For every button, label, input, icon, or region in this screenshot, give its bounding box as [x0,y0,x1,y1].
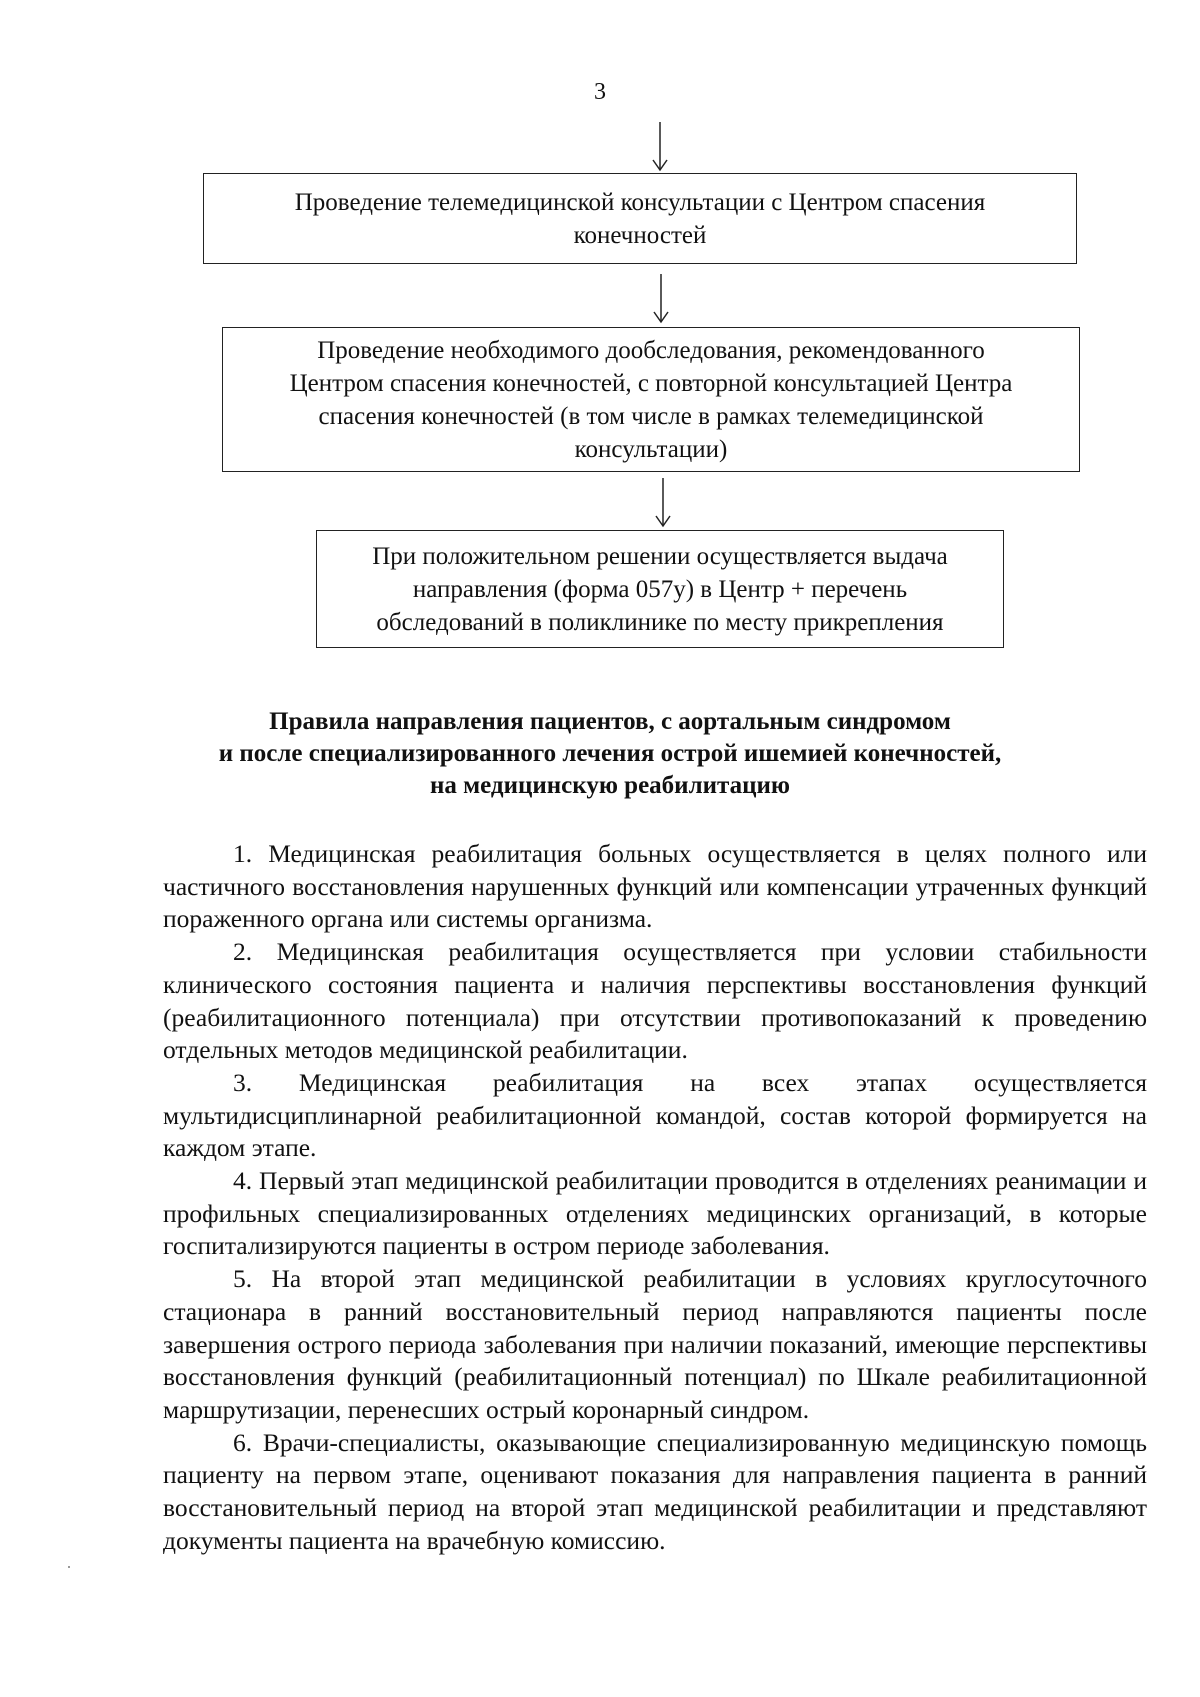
rule-paragraph-1: 1. Медицинская реабилитация больных осуществляется в целях полного или частичного восстановления нарушенных функций или компенсации утраченных функций пораженного органа или системы организма. [163,839,1147,934]
flow-box-line: обследований в поликлинике по месту прикрепления [376,608,944,636]
rule-paragraph-3: 3. Медицинская реабилитация на всех этапах осуществляется мультидисциплинарной реабилитационной командой, состав которой формируется на каждом этапе. [163,1067,1147,1163]
rule-paragraph-6: 6. Врачи-специалисты, оказывающие специализированную медицинскую помощь пациенту на первом этапе, оценивают показания для направления пациента в ранний восстановительный период на второй этап медицинской реабилитации и представляют документы пациента на врачебную комиссию. [163,1427,1147,1555]
flow-box-additional-examination [222,327,1080,472]
flow-box-line: спасения конечностей (в том числе в рамках телемедицинской [318,402,984,430]
section-title-line: Правила направления пациентов, с аортальным синдромом [269,708,951,735]
flow-box-line: консультации) [574,435,728,463]
rule-paragraph-4: 4. Первый этап медицинской реабилитации проводится в отделениях реанимации и профильных специализированных отделениях медицинских организаций, в которые госпитализируются пациенты в остром периоде заболевания. [163,1166,1147,1261]
flow-arrow-down-icon [650,122,670,172]
section-title-line: и после специализированного лечения острой ишемией конечностей, [218,740,1002,767]
flow-box-referral-issuance [316,530,1004,648]
rule-paragraph-2: 2. Медицинская реабилитация осуществляется при условии стабильности клинического состояния пациента и наличия перспективы восстановления функций (реабилитационного потенциала) при отсутствии противопоказаний к проведению отдельных методов медицинской реабилитации. [163,937,1147,1065]
page-number: 3 [594,79,606,105]
flow-box-line: Проведение телемедицинской консультации с Центром спасения [294,188,986,216]
flow-arrow-down-icon [653,478,673,528]
rules-body [163,838,1147,1557]
flow-box-line: направления (форма 057у) в Центр + перечень [412,575,908,603]
section-title-line: на медицинскую реабилитацию [429,772,791,799]
rule-paragraph-5: 5. На второй этап медицинской реабилитации в условиях круглосуточного стационара в ранний восстановительный период направляются пациенты после завершения острого периода заболевания при наличии показаний, имеющие перспективы восстановления функций (реабилитационный потенциал) по Шкале реабилитационной маршрутизации, перенесших острый коронарный синдром. [163,1264,1147,1424]
section-title [150,706,1070,802]
flow-box-telemedicine-consultation [203,173,1077,264]
scan-speck [68,1566,70,1568]
flow-box-line: Центром спасения конечностей, с повторной консультацией Центра [289,369,1013,397]
flow-box-line: Проведение необходимого дообследования, рекомендованного [317,336,985,364]
flow-box-line: При положительном решении осуществляется выдача [372,542,948,570]
flow-box-line: конечностей [573,221,707,249]
flow-arrow-down-icon [651,274,671,324]
